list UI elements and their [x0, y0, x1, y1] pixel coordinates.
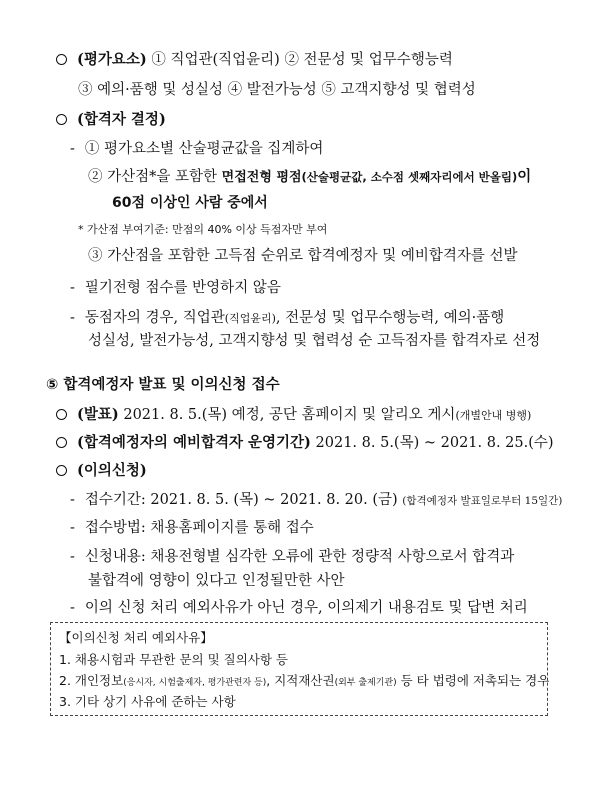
pass-step-1	[70, 139, 323, 159]
section-5-title: ⑤ 합격예정자 발표 및 이의신청 접수	[46, 377, 280, 393]
hollow-circle-bullet-icon	[56, 465, 67, 476]
hollow-circle-bullet-icon	[56, 409, 67, 420]
period-small: (합격예정자 발표일로부터 15일간)	[402, 495, 563, 507]
eval-items-1: ① 직업관(직업윤리) ② 전문성 및 업무수행능력	[151, 52, 453, 68]
bonus-note: * 가산점 부여기준: 만점의 40% 이상 득점자만 부여	[78, 223, 328, 236]
dash-bullet: -	[70, 141, 75, 157]
exception-item-2-small-1: (응시자, 시험출제자, 평가관련자 등)	[123, 678, 267, 688]
eval-line-2: ③ 예의·품행 및 성실성 ④ 발전가능성 ⑤ 고객지향성 및 협력성	[78, 82, 476, 98]
tie-line-1	[70, 308, 504, 329]
pass-step-2-line-2: 60점 이상인 사람 중에서	[112, 195, 268, 211]
pass-label: (합격자 결정)	[77, 111, 166, 128]
written-note	[70, 278, 281, 298]
dash-bullet: -	[70, 520, 75, 536]
method-text: 접수방법: 채용홈페이지를 통해 접수	[84, 520, 314, 536]
dash-bullet: -	[70, 280, 75, 296]
exception-item-2	[59, 672, 549, 692]
content-text-1: 신청내용: 채용전형별 심각한 오류에 관한 정량적 사항으로서 합격과	[84, 549, 515, 565]
exception-item-3: 3. 기타 상기 사유에 준하는 사항	[59, 694, 236, 709]
eval-label: (평가요소)	[77, 51, 147, 68]
exception-box-title: 【이의신청 처리 예외사유】	[59, 630, 213, 645]
tie-line-1-small: (직업윤리)	[224, 312, 276, 325]
exception-item-2-b: , 지적재산권	[266, 673, 335, 688]
method-line	[70, 518, 314, 538]
interview-score-note: (산술평균값, 소수점 셋째자리에서 반올림)	[301, 170, 518, 184]
exception-item-2-small-2: (외부 출제기관)	[334, 678, 397, 688]
announce-text: 2021. 8. 5.(목) 예정, 공단 홈페이지 및 알리오 게시	[118, 407, 456, 423]
pass-step-2-prefix: ② 가산점*을 포함한	[88, 169, 222, 185]
reserve-label: (합격예정자의 예비합격자 운영기간)	[77, 434, 311, 451]
announce-label: (발표)	[77, 406, 119, 423]
period-text: 접수기간: 2021. 8. 5. (목) ~ 2021. 8. 20. (금)	[84, 492, 403, 508]
handling-text: 이의 신청 처리 예외사유가 아닌 경우, 이의제기 내용검토 및 답변 처리	[84, 600, 528, 616]
hollow-circle-bullet-icon	[56, 114, 67, 125]
exception-item-2-c: 등 타 법령에 저촉되는 경우	[396, 673, 550, 688]
interview-score-bold: 면접전형 평점	[221, 170, 302, 185]
pass-step-2-end: 이	[517, 169, 532, 185]
hollow-circle-bullet-icon	[56, 54, 67, 65]
written-note-text: 필기전형 점수를 반영하지 않음	[84, 280, 281, 296]
announce-small: (개별안내 병행)	[455, 409, 532, 422]
exception-box	[50, 622, 548, 716]
eval-line-1	[56, 50, 453, 70]
content-line-1	[70, 547, 514, 567]
objection-label: (이의신청)	[77, 462, 147, 479]
content-line-2: 불합격에 영향이 있다고 인정될만한 사안	[88, 573, 345, 589]
dash-bullet: -	[70, 310, 75, 326]
pass-step-2	[88, 167, 531, 188]
pass-step-1-text: ① 평가요소별 산술평균값을 집계하여	[84, 141, 324, 157]
reserve-text: 2021. 8. 5.(목) ~ 2021. 8. 25.(수)	[310, 435, 554, 451]
exception-item-1: 1. 채용시험과 무관한 문의 및 질의사항 등	[59, 652, 288, 667]
objection-heading	[56, 461, 147, 481]
announce-line	[56, 405, 531, 426]
handling-line	[70, 598, 528, 618]
pass-heading	[56, 110, 166, 130]
dash-bullet: -	[70, 549, 75, 565]
dash-bullet: -	[70, 492, 75, 508]
tie-line-1-b: , 전문성 및 업무수행능력, 예의·품행	[275, 310, 505, 326]
reserve-line	[56, 433, 554, 453]
pass-step-3: ③ 가산점을 포함한 고득점 순위로 합격예정자 및 예비합격자를 선발	[88, 248, 518, 264]
period-line	[70, 490, 562, 511]
tie-line-2: 성실성, 발전가능성, 고객지향성 및 협력성 순 고득점자를 합격자로 선정	[88, 333, 541, 349]
tie-line-1-a: 동점자의 경우, 직업관	[84, 310, 225, 326]
hollow-circle-bullet-icon	[56, 437, 67, 448]
dash-bullet: -	[70, 600, 75, 616]
exception-item-2-a: 2. 개인정보	[59, 673, 124, 688]
